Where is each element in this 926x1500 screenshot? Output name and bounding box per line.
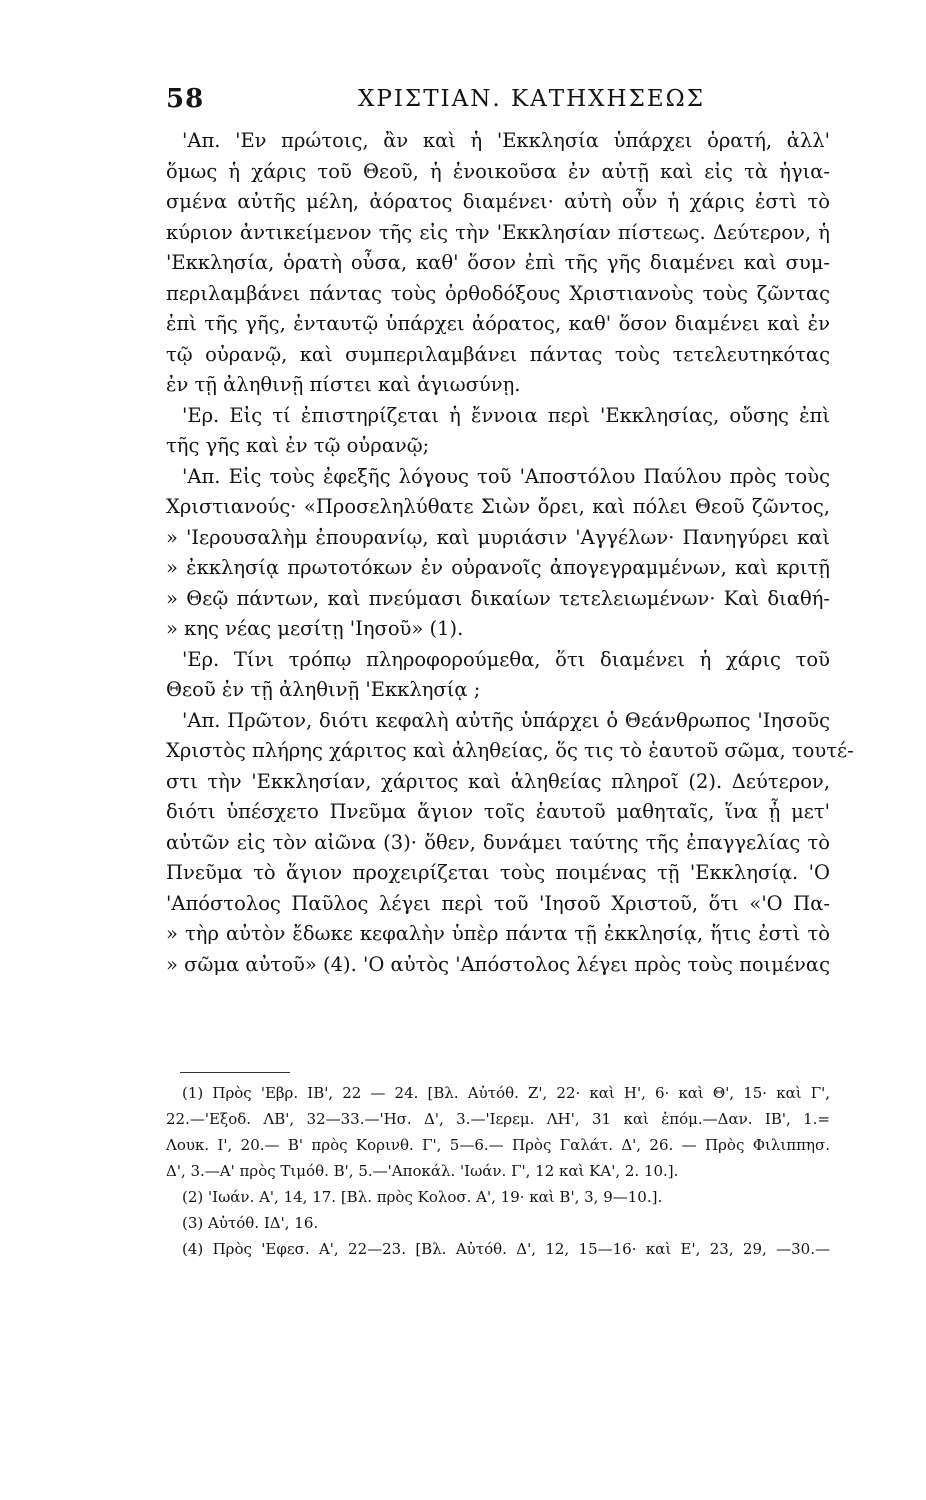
footnotes bbox=[166, 1080, 830, 1262]
page-number: 58 bbox=[166, 84, 205, 114]
text-line: 'Απ. 'Εν πρώτοις, ἂν καὶ ἡ 'Εκκλησία ὑπάρχει ὁρατή, ἀλλ' bbox=[182, 129, 830, 152]
main-text bbox=[166, 126, 854, 980]
text-line: » σῶμα αὐτοῦ» (4). 'Ο αὐτὸς 'Απόστολος λέγει πρὸς τοὺς ποιμένας bbox=[166, 952, 830, 976]
running-title: ΧΡΙΣΤΙΑΝ. ΚΑΤΗΧΗΣΕΩΣ bbox=[358, 86, 705, 112]
footnote-line: Λουκ. Ι', 20.— Β' πρὸς Κορινθ. Γ', 5—6.— Πρὸς Γαλάτ. Δ', 26. — Πρὸς Φιλιππησ. bbox=[166, 1136, 830, 1154]
text-line: » 'Ιερουσαλὴμ ἐπουρανίῳ, καὶ μυριάσιν 'Αγγέλων· Πανηγύρει καὶ bbox=[166, 525, 830, 549]
footnote-line: 22.—'Εξοδ. ΛΒ', 32—33.—'Ησ. Δ', 3.—'Ιερεμ. ΛΗ', 31 καὶ ἑπόμ.—Δαν. ΙΒ', 1.= bbox=[166, 1110, 830, 1128]
footnote-line: (1) Πρὸς 'Εβρ. ΙΒ', 22 — 24. [Βλ. Αὐτόθ. Ζ', 22· καὶ Η', 6· καὶ Θ', 15· καὶ Γ', bbox=[182, 1084, 830, 1102]
text-line: Χριστιανούς· «Προσεληλύθατε Σιὼν ὄρει, καὶ πόλει Θεοῦ ζῶντος, bbox=[166, 495, 830, 518]
text-line: ἐν τῇ ἀληθινῇ πίστει καὶ ἁγιωσύνῃ. bbox=[166, 373, 521, 396]
text-line: περιλαμβάνει πάντας τοὺς ὀρθοδόξους Χριστιανοὺς τοὺς ζῶντας bbox=[166, 281, 830, 305]
text-line: Θεοῦ ἐν τῇ ἀληθινῇ 'Εκκλησίᾳ ; bbox=[166, 678, 481, 701]
text-line: 'Ερ. Εἰς τί ἐπιστηρίζεται ἡ ἔννοια περὶ 'Εκκλησίας, οὔσης ἐπὶ bbox=[182, 403, 830, 427]
footnote-line: (4) Πρὸς 'Εφεσ. Α', 22—23. [Βλ. Αὐτόθ. Δ', 12, 15—16· καὶ Ε', 23, 29, —30.— bbox=[182, 1240, 830, 1258]
text-line: 'Απ. Εἰς τοὺς ἐφεξῆς λόγους τοῦ 'Αποστόλου Παύλου πρὸς τοὺς bbox=[182, 464, 830, 488]
text-line: » κης νέας μεσίτῃ 'Ιησοῦ» (1). bbox=[166, 617, 464, 640]
text-line: κύριον ἀντικείμενον τῆς εἰς τὴν 'Εκκλησίαν πίστεως. Δεύτερον, ἡ bbox=[166, 220, 830, 244]
text-line: αὐτῶν εἰς τὸν αἰῶνα (3)· ὅθεν, δυνάμει ταύτης τῆς ἐπαγγελίας τὸ bbox=[166, 830, 830, 854]
footnote-divider bbox=[180, 1072, 290, 1073]
text-line: 'Απόστολος Παῦλος λέγει περὶ τοῦ 'Ιησοῦ Χριστοῦ, ὅτι «'Ο Πα- bbox=[166, 891, 830, 915]
text-line: τῷ οὐρανῷ, καὶ συμπεριλαμβάνει πάντας τοὺς τετελευτηκότας bbox=[166, 342, 830, 366]
text-line: διότι ὑπέσχετο Πνεῦμα ἅγιον τοῖς ἑαυτοῦ μαθηταῖς, ἵνα ᾖ μετ' bbox=[166, 800, 830, 823]
footnote-line: Δ', 3.—Α' πρὸς Τιμόθ. Β', 5.—'Αποκάλ. 'Ιωάν. Γ', 12 καὶ ΚΑ', 2. 10.]. bbox=[166, 1162, 679, 1180]
text-line: 'Εκκλησία, ὁρατὴ οὖσα, καθ' ὅσον ἐπὶ τῆς γῆς διαμένει καὶ συμ- bbox=[166, 251, 830, 274]
text-line: » τὴρ αὐτὸν ἔδωκε κεφαλὴν ὑπὲρ πάντα τῇ ἐκκλησίᾳ, ἥτις ἐστὶ τὸ bbox=[166, 922, 830, 945]
text-line: 'Απ. Πρῶτον, διότι κεφαλὴ αὐτῆς ὑπάρχει ὁ Θεάνθρωπος 'Ιησοῦς bbox=[182, 708, 830, 732]
page-header bbox=[166, 84, 830, 120]
text-line: Πνεῦμα τὸ ἅγιον προχειρίζεται τοὺς ποιμένας τῇ 'Εκκλησίᾳ. 'Ο bbox=[166, 861, 830, 884]
text-line: σμένα αὐτῆς μέλη, ἀόρατος διαμένει· αὐτὴ οὖν ἡ χάρις ἐστὶ τὸ bbox=[166, 190, 830, 213]
footnote-line: (2) 'Ιωάν. Α', 14, 17. [Βλ. πρὸς Κολοσ. Α', 19· καὶ Β', 3, 9—10.]. bbox=[182, 1188, 663, 1206]
text-line: ἐπὶ τῆς γῆς, ἐνταυτῷ ὑπάρχει ἀόρατος, καθ' ὅσον διαμένει καὶ ἐν bbox=[166, 312, 830, 335]
text-line: ὅμως ἡ χάρις τοῦ Θεοῦ, ἡ ἐνοικοῦσα ἐν αὐτῇ καὶ εἰς τὰ ἡγια- bbox=[166, 159, 830, 183]
text-line: » Θεῷ πάντων, καὶ πνεύμασι δικαίων τετελειωμένων· Καὶ διαθή- bbox=[166, 586, 830, 610]
text-line: τῆς γῆς καὶ ἐν τῷ οὐρανῷ; bbox=[166, 434, 430, 457]
text-line: Χριστὸς πλήρης χάριτος καὶ ἀληθείας, ὅς τις τὸ ἑαυτοῦ σῶμα, τουτέ- bbox=[166, 739, 854, 762]
text-line: στι τὴν 'Εκκλησίαν, χάριτος καὶ ἀληθείας πληροῖ (2). Δεύτερον, bbox=[166, 769, 830, 793]
text-line: » ἐκκλησίᾳ πρωτοτόκων ἐν οὐρανοῖς ἀπογεγραμμένων, καὶ κριτῇ bbox=[166, 556, 830, 579]
footnote-line: (3) Αὐτόθ. ΙΔ', 16. bbox=[182, 1214, 319, 1232]
text-line: 'Ερ. Τίνι τρόπῳ πληροφορούμεθα, ὅτι διαμένει ἡ χάρις τοῦ bbox=[182, 647, 830, 671]
